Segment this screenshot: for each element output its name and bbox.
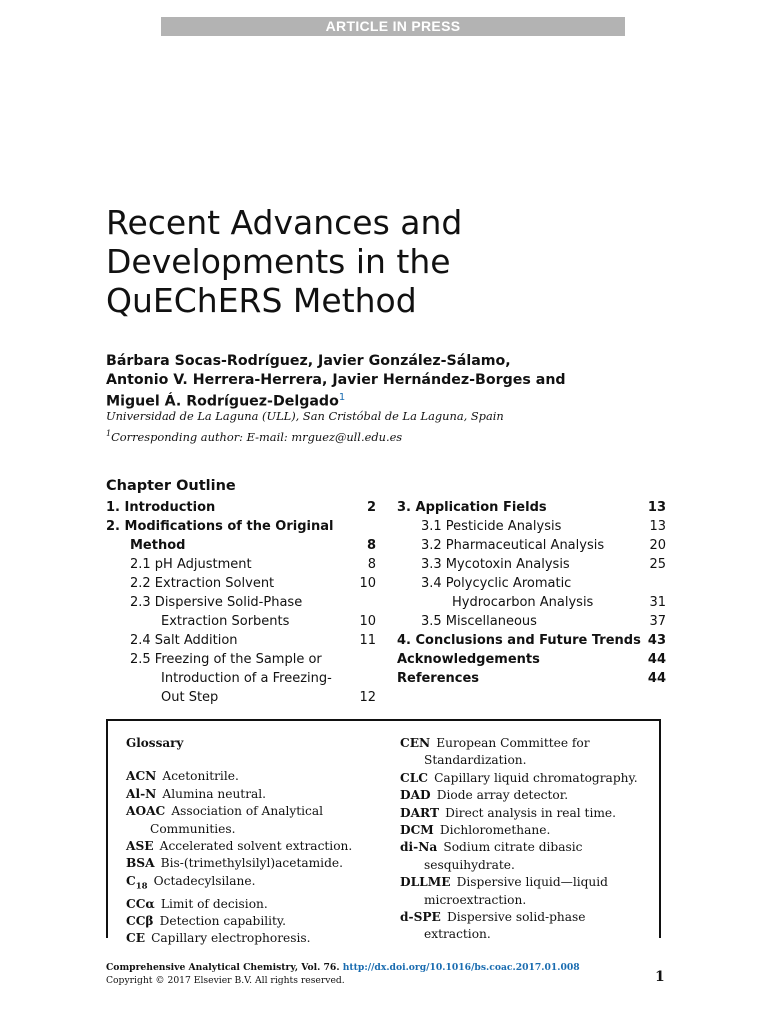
glossary-entry-continuation [400, 857, 662, 874]
glossary-entry [400, 787, 662, 804]
glossary-abbreviation: ACN [126, 769, 157, 784]
glossary-entry-continuation [400, 926, 662, 943]
glossary-entry [126, 930, 388, 947]
glossary-abbreviation: BSA [126, 856, 155, 871]
glossary-definition: microextraction. [424, 892, 527, 907]
toc-entry-title: 3.5 Miscellaneous [421, 614, 537, 629]
toc-entry[interactable] [106, 555, 376, 574]
toc-entry-title: 3.2 Pharmaceutical Analysis [421, 538, 605, 553]
glossary-abbreviation: di-Na [400, 840, 438, 855]
glossary-definition: European Committee for [436, 736, 590, 750]
toc-entry-page: 44 [647, 671, 666, 686]
glossary-definition: Direct analysis in real time. [445, 805, 616, 820]
article-in-press-banner: ARTICLE IN PRESS [161, 17, 625, 36]
toc-entry-title: Acknowledgements [397, 652, 540, 667]
toc-entry-title: References [397, 671, 480, 686]
author-line: Antonio V. Herrera-Herrera, Javier Hernández-Borges and [106, 371, 566, 388]
glossary-column-left [126, 735, 388, 948]
glossary-entry [400, 822, 662, 839]
glossary-abbreviation: $C_{18}$ [126, 873, 148, 892]
glossary-definition: Acetonitrile. [162, 769, 239, 784]
glossary-definition: Octadecylsilane. [153, 873, 256, 888]
glossary-definition: Communities. [150, 821, 236, 836]
toc-entry-title: Introduction of a Freezing- [161, 671, 332, 686]
title-line: Developments in the [106, 242, 451, 281]
toc-entry[interactable] [397, 536, 666, 555]
toc-entry-page: 8 [367, 557, 376, 572]
glossary-entry [400, 874, 662, 891]
toc-entry-page: 37 [649, 614, 666, 629]
glossary-abbreviation: d-SPE [400, 910, 441, 925]
toc-entry-title: Hydrocarbon Analysis [452, 595, 594, 610]
glossary-definition: Capillary electrophoresis. [151, 931, 311, 946]
copyright-notice: Copyright © 2017 Elsevier B.V. All rights reserved. [106, 975, 345, 986]
glossary-definition: Association of Analytical [171, 804, 324, 819]
glossary-entry [126, 896, 388, 913]
toc-entry-page: 43 [647, 633, 666, 648]
glossary-abbreviation: CEN [400, 736, 431, 750]
glossary-definition: Bis-(trimethylsilyl)acetamide. [160, 856, 343, 871]
glossary-entry-continuation [400, 892, 662, 909]
glossary-entry [126, 855, 388, 872]
toc-entry[interactable] [397, 612, 666, 631]
toc-entry-title: Method [130, 538, 186, 553]
toc-entry-page: 12 [359, 690, 376, 705]
journal-name: Comprehensive Analytical Chemistry, Vol. 76. [106, 962, 340, 973]
toc-column-left [106, 498, 376, 707]
toc-entry-title: 2.4 Salt Addition [130, 633, 238, 648]
corresponding-note-text: Corresponding author: E-mail: mrguez@ull.edu.es [111, 429, 403, 444]
toc-entry[interactable] [106, 536, 376, 555]
glossary-entry [126, 873, 388, 896]
toc-entry-page: 31 [649, 595, 666, 610]
page-number: 1 [655, 969, 665, 985]
author-line: Bárbara Socas-Rodríguez, Javier González-Sálamo, [106, 353, 511, 369]
glossary-entry [400, 839, 662, 856]
toc-entry-title: 1. Introduction [106, 500, 216, 515]
toc-entry[interactable] [106, 593, 376, 612]
glossary-definition: Detection capability. [159, 914, 287, 929]
toc-entry[interactable] [106, 612, 376, 631]
toc-entry[interactable] [106, 574, 376, 593]
glossary-entry [400, 805, 662, 822]
author-line-text: Miguel Á. Rodríguez-Delgado [106, 393, 339, 410]
glossary-heading: Glossary [126, 736, 184, 750]
toc-entry-page: 44 [647, 652, 666, 667]
title-line: Recent Advances and [106, 203, 463, 242]
glossary-definition: sesquihydrate. [424, 857, 515, 872]
toc-entry-title: 3. Application Fields [397, 500, 547, 515]
toc-entry[interactable] [397, 669, 666, 688]
toc-entry-title: 2. Modifications of the Original [106, 519, 334, 534]
toc-entry-page: 25 [649, 557, 666, 572]
chapter-outline-heading: Chapter Outline [106, 478, 236, 494]
toc-entry[interactable] [397, 631, 666, 650]
toc-entry-title: 2.1 pH Adjustment [130, 557, 252, 572]
glossary-definition: Standardization. [424, 753, 527, 768]
glossary-entry [400, 909, 662, 926]
toc-entry[interactable] [106, 669, 376, 688]
title-line: QuEChERS Method [106, 281, 417, 320]
subscript: 18 [135, 881, 148, 892]
glossary-definition: Dispersive solid-phase [446, 910, 586, 925]
journal-citation [106, 962, 580, 973]
toc-entry-page: 20 [649, 538, 666, 553]
glossary-entry [126, 838, 388, 855]
toc-entry[interactable] [397, 498, 666, 517]
glossary-abbreviation: CCα [126, 896, 155, 911]
glossary-entry [126, 803, 388, 820]
glossary-entry [126, 768, 388, 785]
affiliation-block [106, 408, 504, 446]
toc-entry[interactable] [397, 555, 666, 574]
toc-entry-title: 2.2 Extraction Solvent [130, 576, 275, 591]
glossary-definition: Alumina neutral. [162, 786, 267, 801]
glossary-abbreviation: ASE [126, 839, 154, 854]
glossary-column-right [400, 735, 662, 944]
toc-entry-title: 3.4 Polycyclic Aromatic [421, 576, 572, 591]
toc-entry[interactable] [106, 498, 376, 517]
glossary-definition: Sodium citrate dibasic [443, 840, 583, 855]
glossary-abbreviation: DART [400, 805, 440, 820]
toc-entry[interactable] [397, 593, 666, 612]
glossary-entry [126, 913, 388, 930]
corresponding-note [106, 425, 504, 446]
toc-entry[interactable] [106, 650, 376, 669]
author-list [106, 352, 566, 411]
glossary-abbreviation: CCβ [126, 914, 154, 929]
glossary-definition: Dispersive liquid—liquid [456, 875, 608, 890]
glossary-definition: Dichloromethane. [439, 823, 551, 838]
corresponding-author-mark[interactable]: 1 [338, 392, 346, 403]
toc-entry-title: 4. Conclusions and Future Trends [397, 633, 641, 648]
toc-entry-title: Out Step [161, 690, 219, 705]
toc-entry-title: Extraction Sorbents [161, 614, 290, 629]
toc-entry[interactable] [106, 631, 376, 650]
toc-entry-page: 10 [359, 576, 376, 591]
glossary-definition: Diode array detector. [436, 788, 569, 803]
glossary-abbreviation: Al-N [126, 786, 157, 801]
glossary-abbreviation: CLC [400, 770, 428, 785]
chapter-title [106, 203, 462, 320]
glossary-entry-continuation [400, 752, 662, 769]
toc-entry[interactable] [397, 574, 666, 593]
glossary-abbreviation: DAD [400, 788, 431, 803]
toc-entry-title: 3.3 Mycotoxin Analysis [421, 557, 570, 572]
toc-entry-page: 2 [366, 500, 376, 515]
toc-entry[interactable] [106, 688, 376, 707]
glossary-box [106, 719, 661, 946]
toc-entry-title: 2.3 Dispersive Solid-Phase [130, 595, 303, 610]
toc-column-right [397, 498, 666, 688]
toc-entry-page: 10 [359, 614, 376, 629]
toc-entry-title: 2.5 Freezing of the Sample or [130, 652, 322, 667]
glossary-definition: Limit of decision. [160, 896, 268, 911]
glossary-entry [400, 735, 662, 752]
glossary-entry-continuation [126, 821, 388, 838]
glossary-abbreviation: DLLME [400, 875, 451, 890]
doi-link[interactable]: http://dx.doi.org/10.1016/bs.coac.2017.01.008 [342, 962, 580, 973]
toc-entry[interactable] [397, 650, 666, 669]
toc-entry-title: 3.1 Pesticide Analysis [421, 519, 562, 534]
toc-entry[interactable] [397, 517, 666, 536]
affiliation: Universidad de La Laguna (ULL), San Cristóbal de La Laguna, Spain [106, 409, 504, 423]
glossary-entry [400, 770, 662, 787]
glossary-definition: extraction. [424, 927, 491, 942]
glossary-definition: Capillary liquid chromatography. [434, 770, 638, 785]
glossary-abbreviation: AOAC [126, 804, 166, 819]
glossary-definition: Accelerated solvent extraction. [159, 839, 353, 854]
glossary-spacer [126, 752, 388, 768]
corresponding-note-mark: 1 [106, 429, 112, 438]
toc-entry-page: 11 [359, 633, 376, 648]
toc-entry[interactable] [106, 517, 376, 536]
glossary-abbreviation: DCM [400, 823, 434, 838]
toc-entry-page: 13 [649, 519, 666, 534]
glossary-abbreviation: CE [126, 931, 145, 946]
glossary-entry [126, 786, 388, 803]
toc-entry-page: 13 [647, 500, 666, 515]
toc-entry-page: 8 [366, 538, 376, 553]
